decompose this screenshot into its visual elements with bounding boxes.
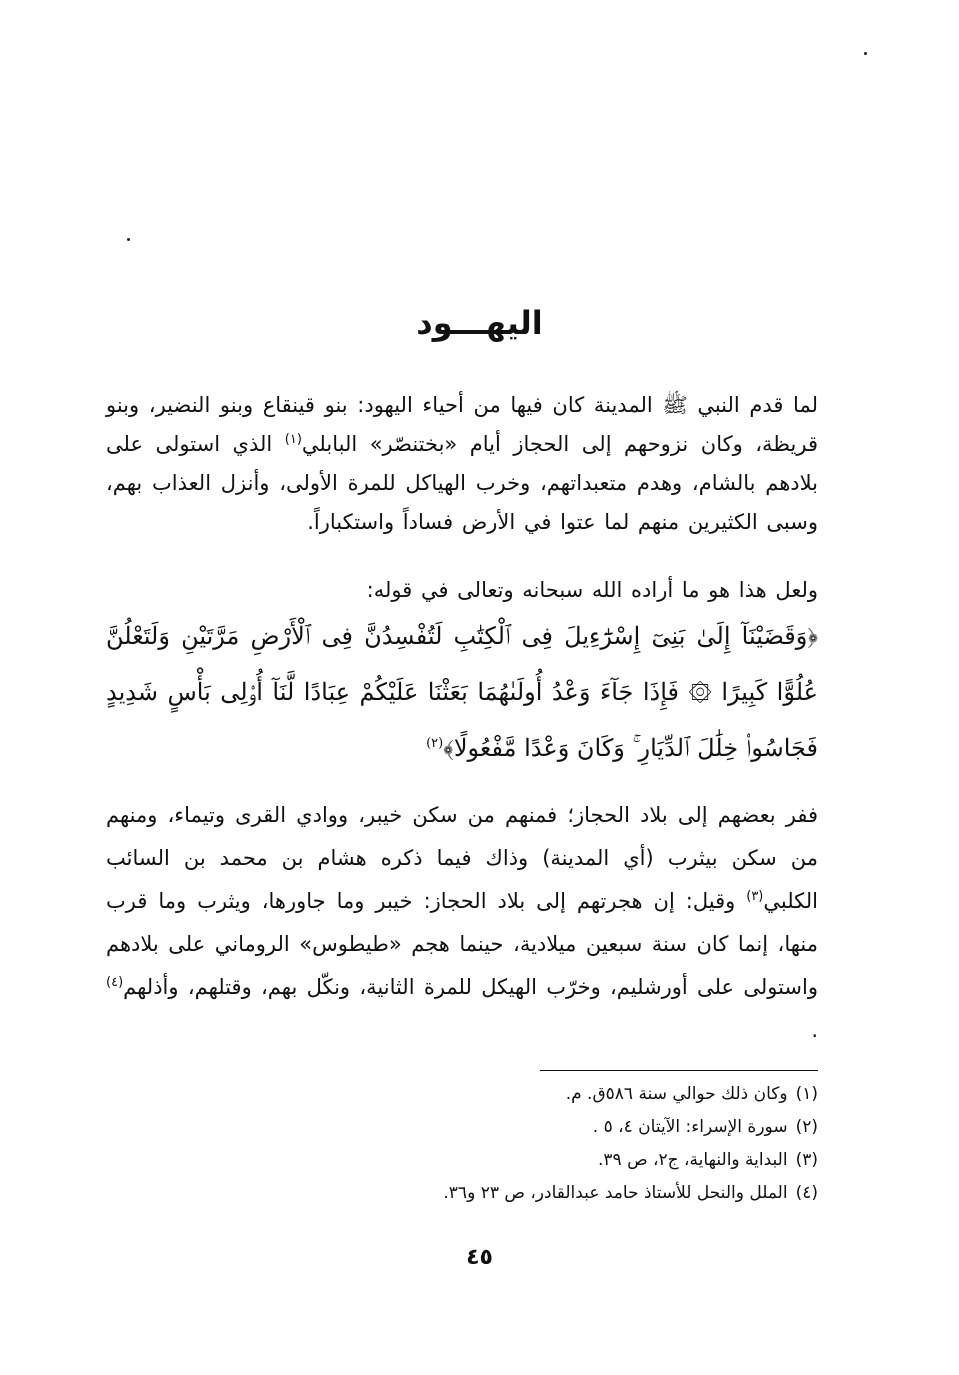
footnote-ref-1: (١) [284, 432, 302, 447]
footnote-ref-2: (٢) [426, 736, 444, 751]
migration-text: ففر بعضهم إلى بلاد الحجاز؛ فمنهم من سكن خيبر، ووادي القرى وتيماء، ومنهم من سكن بيثرب (أي المدينة) وذاك فيما ذكره هشام بن محمد بن السائب الكلبي [106, 803, 818, 913]
footnote-ref-4: (٤) [106, 975, 124, 990]
migration-text-end: . [811, 1018, 818, 1042]
quran-verse [106, 608, 818, 776]
footnote-number: (٣) [795, 1150, 818, 1170]
page-number: ٤٥ [466, 1245, 493, 1270]
footnote-text: وكان ذلك حوالي سنة ٥٨٦ق. م. [565, 1084, 788, 1104]
footnote-text: البداية والنهاية، ج٢، ص ٣٩. [598, 1150, 788, 1170]
intro-text: لما قدم النبي ﷺ المدينة كان فيها من أحياء اليهود: بنو قينقاع وبنو النضير، وبنو قريظة، وكان نزوحهم إلى الحجاز أيام «بختنصّر» البابلي [106, 393, 818, 456]
footnote-text: سورة الإسراء: الآيتان ٤، ٥ . [592, 1117, 788, 1137]
scan-speck [864, 52, 867, 55]
footnote-item [300, 1177, 818, 1210]
footnote-ref-3: (٣) [746, 889, 764, 904]
footnote-text: الملل والنحل للأستاذ حامد عبدالقادر، ص ٢٣ و٣٦. [443, 1183, 788, 1203]
footnote-number: (١) [795, 1084, 818, 1104]
chapter-title: اليهـــود [416, 304, 543, 342]
footnote-item [300, 1111, 818, 1144]
footnotes [300, 1078, 818, 1210]
verse-intro-text: ولعل هذا هو ما أراده الله سبحانه وتعالى في قوله: [366, 578, 818, 602]
migration-paragraph [106, 794, 818, 1052]
footnote-item [300, 1144, 818, 1177]
footnote-number: (٤) [795, 1183, 818, 1203]
footnote-separator [540, 1070, 818, 1071]
scan-speck [127, 238, 130, 241]
verse-intro-paragraph [106, 571, 818, 610]
intro-paragraph [106, 386, 818, 542]
footnote-item [300, 1078, 818, 1111]
migration-text-mid: وقيل: إن هجرتهم إلى بلاد الحجاز: خيبر وما جاورها، ويثرب وما قرب منها، إنما كان سنة سبعين ميلادية، حينما هجم «طيطوس» الروماني على بلادهم واستولى على أورشليم، وخرّب الهيكل للمرة الثانية، ونكّل بهم، وقتلهم، وأذلهم [106, 889, 818, 999]
footnote-number: (٢) [795, 1117, 818, 1137]
intro-text-rest: الذي استولى على بلادهم بالشام، وهدم متعبداتهم، وخرب الهياكل للمرة الأولى، وأنزل العذاب بهم، وسبى الكثيرين منهم لما عتوا في الأرض فساداً واستكباراً. [106, 432, 818, 534]
verse-text: ﴿وَقَضَيْنَآ إِلَىٰ بَنِىٓ إِسْرَٰٓءِيلَ فِى ٱلْكِتَٰبِ لَتُفْسِدُنَّ فِى ٱلْأَرْضِ مَرَّتَيْنِ وَلَتَعْلُنَّ عُلُوًّا كَبِيرًا ۞ فَإِذَا جَآءَ وَعْدُ أُولَىٰهُمَا بَعَثْنَا عَلَيْكُمْ عِبَادًا لَّنَآ أُو۟لِى بَأْسٍ شَدِيدٍ فَجَاسُوا۟ خِلَٰلَ ٱلدِّيَارِ ۚ وَكَانَ وَعْدًا مَّفْعُولًا﴾ [106, 622, 818, 762]
